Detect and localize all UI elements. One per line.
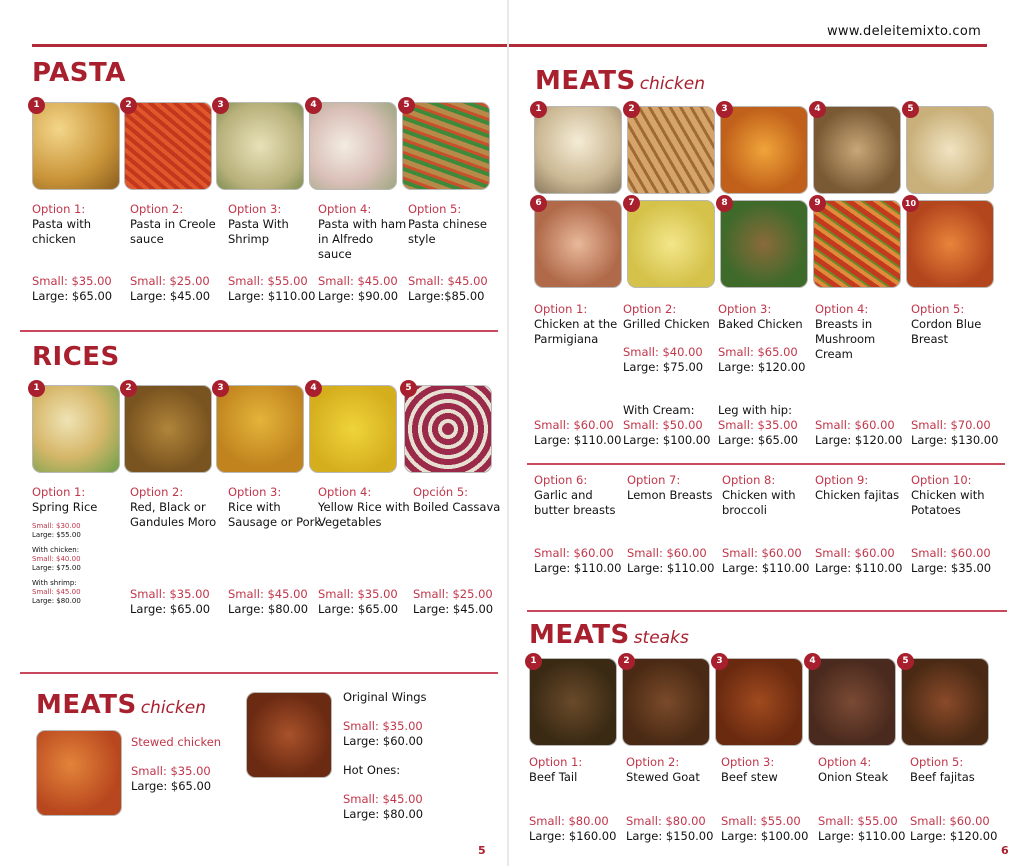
small-price: Small: $45.00 xyxy=(343,792,423,806)
small-price: Small: $30.00 xyxy=(32,522,81,530)
large-price: Large: $60.00 xyxy=(343,734,424,748)
steak-number-badge: 4 xyxy=(804,653,821,670)
section-heading: MEATS xyxy=(535,66,636,96)
pasta-number-badge: 4 xyxy=(305,97,322,114)
hot-wings-label: Hot Ones: xyxy=(343,763,401,777)
large-price: Large: $45.00 xyxy=(413,602,494,616)
rice-price xyxy=(130,587,226,617)
option-label: Option 10: xyxy=(911,473,972,487)
rice-item xyxy=(318,485,414,530)
pasta-item xyxy=(130,202,226,247)
steak-number-badge: 1 xyxy=(525,653,542,670)
pasta-image-5 xyxy=(402,102,490,190)
pasta-image-2 xyxy=(124,102,212,190)
option-label: Option 6: xyxy=(534,473,588,487)
steak-number-badge: 5 xyxy=(897,653,914,670)
rice-item xyxy=(228,485,324,530)
small-price: Small: $60.00 xyxy=(911,546,991,560)
section-heading: MEATS xyxy=(529,620,630,650)
option-label: Option 4: xyxy=(318,202,372,216)
large-price: Large: $120.00 xyxy=(718,360,806,374)
rice-number-badge: 4 xyxy=(305,380,322,397)
dish-name: Spring Rice xyxy=(32,500,98,514)
option-label: Option 5: xyxy=(408,202,462,216)
chicken-price xyxy=(911,418,1007,448)
large-price: Large: $65.00 xyxy=(130,602,211,616)
chicken-number-badge: 3 xyxy=(716,101,733,118)
chicken-price xyxy=(911,546,1007,576)
large-price: Large: $100.00 xyxy=(721,829,809,843)
dish-name: Pasta With Shrimp xyxy=(228,217,289,246)
wings-name: Original Wings xyxy=(343,690,427,704)
option-label: Option 4: xyxy=(815,302,869,316)
option-label: Option 2: xyxy=(130,485,184,499)
chicken-item xyxy=(911,473,1007,518)
chicken-price xyxy=(627,546,723,576)
dish-name: Beef stew xyxy=(721,770,778,784)
section-heading: MEATS xyxy=(36,690,137,720)
small-price: Small: $55.00 xyxy=(818,814,898,828)
rice-number-badge: 2 xyxy=(120,380,137,397)
variant-label: With chicken: xyxy=(32,546,80,554)
chicken-number-badge: 10 xyxy=(902,195,919,212)
large-price: Large: $75.00 xyxy=(32,564,81,572)
chicken-item xyxy=(815,473,911,503)
pasta-item xyxy=(408,202,500,247)
large-price: Large: $110.00 xyxy=(722,561,810,575)
chicken-number-badge: 1 xyxy=(530,101,547,118)
pasta-price xyxy=(130,274,226,304)
large-price: Large: $55.00 xyxy=(32,531,81,539)
steak-price xyxy=(529,814,625,844)
variant-label: Leg with hip: xyxy=(718,403,792,417)
pasta-price xyxy=(32,274,128,304)
dish-name: Grilled Chicken xyxy=(623,317,710,331)
small-price: Small: $35.00 xyxy=(718,418,798,432)
chicken-price xyxy=(718,418,814,448)
stewed-chicken-image xyxy=(36,730,122,816)
large-price: Large: $110.00 xyxy=(534,433,622,447)
dish-name: Onion Steak xyxy=(818,770,889,784)
steak-item xyxy=(721,755,817,785)
dish-name: Pasta with ham in Alfredo sauce xyxy=(318,217,407,261)
pasta-title: PASTA xyxy=(32,58,126,88)
large-price: Large: $150.00 xyxy=(626,829,714,843)
large-price: Large: $130.00 xyxy=(911,433,999,447)
dish-name: Breasts in Mushroom Cream xyxy=(815,317,876,361)
rice-number-badge: 3 xyxy=(212,380,229,397)
dish-name: Pasta chinese style xyxy=(408,217,487,246)
baked-chicken-price xyxy=(718,345,814,375)
small-price: Small: $60.00 xyxy=(627,546,707,560)
large-price: Large: $35.00 xyxy=(911,561,992,575)
steak-price xyxy=(910,814,1006,844)
page-number: 5 xyxy=(478,844,486,857)
large-price: Large: $80.00 xyxy=(228,602,309,616)
pasta-item xyxy=(228,202,324,247)
chicken-item xyxy=(627,473,723,503)
wings-image xyxy=(246,692,332,778)
rice-price xyxy=(228,587,324,617)
steak-price xyxy=(721,814,817,844)
rices-title: RICES xyxy=(32,342,120,372)
small-price: Small: $45.00 xyxy=(32,588,81,596)
spring-rice-prices xyxy=(32,522,128,606)
option-label: Option 2: xyxy=(626,755,680,769)
menu-page-left xyxy=(0,0,507,866)
section-subheading: chicken xyxy=(639,74,705,94)
option-label: Option 5: xyxy=(911,302,965,316)
option-label: Option 8: xyxy=(722,473,776,487)
steak-number-badge: 3 xyxy=(711,653,728,670)
chicken-number-badge: 5 xyxy=(902,101,919,118)
small-price: Small: $80.00 xyxy=(529,814,609,828)
chicken-image-6 xyxy=(534,200,622,288)
chicken-image-3 xyxy=(720,106,808,194)
chicken-image-2 xyxy=(627,106,715,194)
dish-name: Chicken fajitas xyxy=(815,488,900,502)
chicken-price xyxy=(815,418,911,448)
top-divider xyxy=(509,44,987,47)
rice-number-badge: 1 xyxy=(28,380,45,397)
large-price: Large: $110.00 xyxy=(818,829,906,843)
rice-item xyxy=(413,485,505,515)
option-label: Option 7: xyxy=(627,473,681,487)
option-label: Option 3: xyxy=(228,485,282,499)
small-price: Small: $60.00 xyxy=(534,546,614,560)
rice-image-5 xyxy=(404,385,492,473)
pasta-image-3 xyxy=(216,102,304,190)
rice-price xyxy=(318,587,414,617)
large-price: Large: $90.00 xyxy=(318,289,399,303)
small-price: Small: $25.00 xyxy=(413,587,493,601)
page-number: 6 xyxy=(1001,844,1009,857)
stewed-chicken-price xyxy=(131,764,227,794)
small-price: Small: $55.00 xyxy=(721,814,801,828)
small-price: Small: $45.00 xyxy=(228,587,308,601)
section-subheading: chicken xyxy=(140,698,206,718)
rice-item xyxy=(130,485,226,530)
chicken-item xyxy=(623,302,719,332)
large-price: Large: $65.00 xyxy=(131,779,212,793)
rice-image-2 xyxy=(124,385,212,473)
small-price: Small: $40.00 xyxy=(32,555,81,563)
steak-price xyxy=(818,814,914,844)
pasta-price xyxy=(318,274,414,304)
option-label: Option 1: xyxy=(32,485,86,499)
rice-item xyxy=(32,485,128,515)
steak-image-2 xyxy=(622,658,710,746)
dish-name: Chicken with broccoli xyxy=(722,488,796,517)
dish-name: Baked Chicken xyxy=(718,317,803,331)
steak-item xyxy=(529,755,625,785)
small-price: Small: $70.00 xyxy=(911,418,991,432)
option-label: Option 2: xyxy=(623,302,677,316)
dish-name: Chicken at the Parmigiana xyxy=(534,317,618,346)
section-divider xyxy=(527,610,1007,612)
chicken-number-badge: 9 xyxy=(809,195,826,212)
chicken-item xyxy=(722,473,818,518)
large-price: Large: $80.00 xyxy=(32,597,81,605)
option-label: Option 3: xyxy=(228,202,282,216)
section-subheading: steaks xyxy=(633,628,689,648)
chicken-number-badge: 7 xyxy=(623,195,640,212)
dish-name: Pasta in Creole sauce xyxy=(130,217,216,246)
small-price: Small: $60.00 xyxy=(815,418,895,432)
small-price: Small: $65.00 xyxy=(718,345,798,359)
dish-name: Beef fajitas xyxy=(910,770,975,784)
option-label: Option 4: xyxy=(818,755,872,769)
steak-item xyxy=(910,755,1006,785)
pasta-image-1 xyxy=(32,102,120,190)
small-price: Small: $55.00 xyxy=(228,274,308,288)
large-price: Large: $110.00 xyxy=(627,561,715,575)
small-price: Small: $25.00 xyxy=(130,274,210,288)
steak-item xyxy=(626,755,722,785)
hot-wings-price xyxy=(343,792,439,822)
small-price: Small: $35.00 xyxy=(343,719,423,733)
large-price: Large: $45.00 xyxy=(130,289,211,303)
dish-name: Stewed Goat xyxy=(626,770,700,784)
small-price: Small: $35.00 xyxy=(32,274,112,288)
dish-name: Yellow Rice with Vegetables xyxy=(318,500,410,529)
large-price: Large: $110.00 xyxy=(228,289,316,303)
option-label: Option 5: xyxy=(910,755,964,769)
wings-price xyxy=(343,719,439,749)
section-divider xyxy=(527,463,1005,465)
pasta-number-badge: 3 xyxy=(212,97,229,114)
chicken-item xyxy=(911,302,1007,347)
chicken-image-1 xyxy=(534,106,622,194)
dish-name: Cordon Blue Breast xyxy=(911,317,982,346)
chicken-image-8 xyxy=(720,200,808,288)
large-price: Large: $75.00 xyxy=(623,360,704,374)
chicken-price xyxy=(623,418,719,448)
small-price: Small: $40.00 xyxy=(623,345,703,359)
large-price: Large: $160.00 xyxy=(529,829,617,843)
chicken-image-10 xyxy=(906,200,994,288)
meats-steaks-title xyxy=(529,620,689,650)
dish-name: Beef Tail xyxy=(529,770,578,784)
rice-image-4 xyxy=(309,385,397,473)
variant-label: With shrimp: xyxy=(32,579,77,587)
option-label: Option 9: xyxy=(815,473,869,487)
small-price: Small: $60.00 xyxy=(534,418,614,432)
meats-chicken-title xyxy=(535,66,705,96)
small-price: Small: $60.00 xyxy=(815,546,895,560)
stewed-chicken-name: Stewed chicken xyxy=(131,735,222,749)
pasta-price xyxy=(228,274,324,304)
pasta-item xyxy=(32,202,128,247)
chicken-item xyxy=(534,473,630,518)
option-label: Opción 5: xyxy=(413,485,469,499)
chicken-image-5 xyxy=(906,106,994,194)
steak-image-1 xyxy=(529,658,617,746)
option-label: Option 3: xyxy=(721,755,775,769)
chicken-price xyxy=(534,418,630,448)
chicken-item xyxy=(815,302,911,362)
small-price: Small: $45.00 xyxy=(318,274,398,288)
chicken-price xyxy=(815,546,911,576)
small-price: Small: $35.00 xyxy=(318,587,398,601)
pasta-number-badge: 1 xyxy=(28,97,45,114)
dish-name: Boiled Cassava xyxy=(413,500,501,514)
rice-price xyxy=(413,587,505,617)
rice-image-1 xyxy=(32,385,120,473)
dish-name: Garlic and butter breasts xyxy=(534,488,616,517)
option-label: Option 2: xyxy=(130,202,184,216)
chicken-number-badge: 8 xyxy=(716,195,733,212)
chicken-item xyxy=(718,302,814,332)
small-price: Small: $60.00 xyxy=(722,546,802,560)
small-price: Small: $80.00 xyxy=(626,814,706,828)
large-price: Large: $65.00 xyxy=(318,602,399,616)
large-price: Large: $65.00 xyxy=(718,433,799,447)
dish-name: Chicken with Potatoes xyxy=(911,488,985,517)
small-price: Small: $35.00 xyxy=(130,587,210,601)
option-label: Option 3: xyxy=(718,302,772,316)
steak-image-5 xyxy=(901,658,989,746)
large-price: Large: $100.00 xyxy=(623,433,711,447)
chicken-number-badge: 2 xyxy=(623,101,640,118)
dish-name: Rice with Sausage or Pork xyxy=(228,500,322,529)
rice-number-badge: 5 xyxy=(400,380,417,397)
small-price: Small: $60.00 xyxy=(910,814,990,828)
pasta-number-badge: 2 xyxy=(120,97,137,114)
pasta-number-badge: 5 xyxy=(398,97,415,114)
option-label: Option 4: xyxy=(318,485,372,499)
option-label: Option 1: xyxy=(534,302,588,316)
large-price: Large: $120.00 xyxy=(815,433,903,447)
small-price: Small: $35.00 xyxy=(131,764,211,778)
large-price: Large:$85.00 xyxy=(408,289,485,303)
grilled-chicken-price xyxy=(623,345,719,375)
small-price: Small: $45.00 xyxy=(408,274,488,288)
pasta-item xyxy=(318,202,408,262)
website-url: www.deleitemixto.com xyxy=(827,24,982,39)
chicken-image-4 xyxy=(813,106,901,194)
large-price: Large: $110.00 xyxy=(815,561,903,575)
large-price: Large: $65.00 xyxy=(32,289,113,303)
steak-image-4 xyxy=(808,658,896,746)
steak-price xyxy=(626,814,722,844)
dish-name: Red, Black or Gandules Moro xyxy=(130,500,217,529)
large-price: Large: $120.00 xyxy=(910,829,998,843)
section-divider xyxy=(20,330,498,332)
chicken-number-badge: 6 xyxy=(530,195,547,212)
variant-label: With Cream: xyxy=(623,403,695,417)
large-price: Large: $110.00 xyxy=(534,561,622,575)
steak-image-3 xyxy=(715,658,803,746)
chicken-number-badge: 4 xyxy=(809,101,826,118)
top-divider xyxy=(32,44,507,47)
chicken-item xyxy=(534,302,630,347)
meats-chicken-left-title xyxy=(36,690,206,720)
menu-page-right xyxy=(509,0,1024,866)
chicken-image-9 xyxy=(813,200,901,288)
pasta-image-4 xyxy=(309,102,397,190)
pasta-price xyxy=(408,274,500,304)
steak-item xyxy=(818,755,914,785)
chicken-image-7 xyxy=(627,200,715,288)
chicken-price xyxy=(534,546,630,576)
option-label: Option 1: xyxy=(32,202,86,216)
chicken-price xyxy=(722,546,818,576)
option-label: Option 1: xyxy=(529,755,583,769)
steak-number-badge: 2 xyxy=(618,653,635,670)
dish-name: Lemon Breasts xyxy=(627,488,713,502)
small-price: Small: $50.00 xyxy=(623,418,703,432)
large-price: Large: $80.00 xyxy=(343,807,424,821)
section-divider xyxy=(20,672,498,674)
dish-name: Pasta with chicken xyxy=(32,217,92,246)
rice-image-3 xyxy=(216,385,304,473)
